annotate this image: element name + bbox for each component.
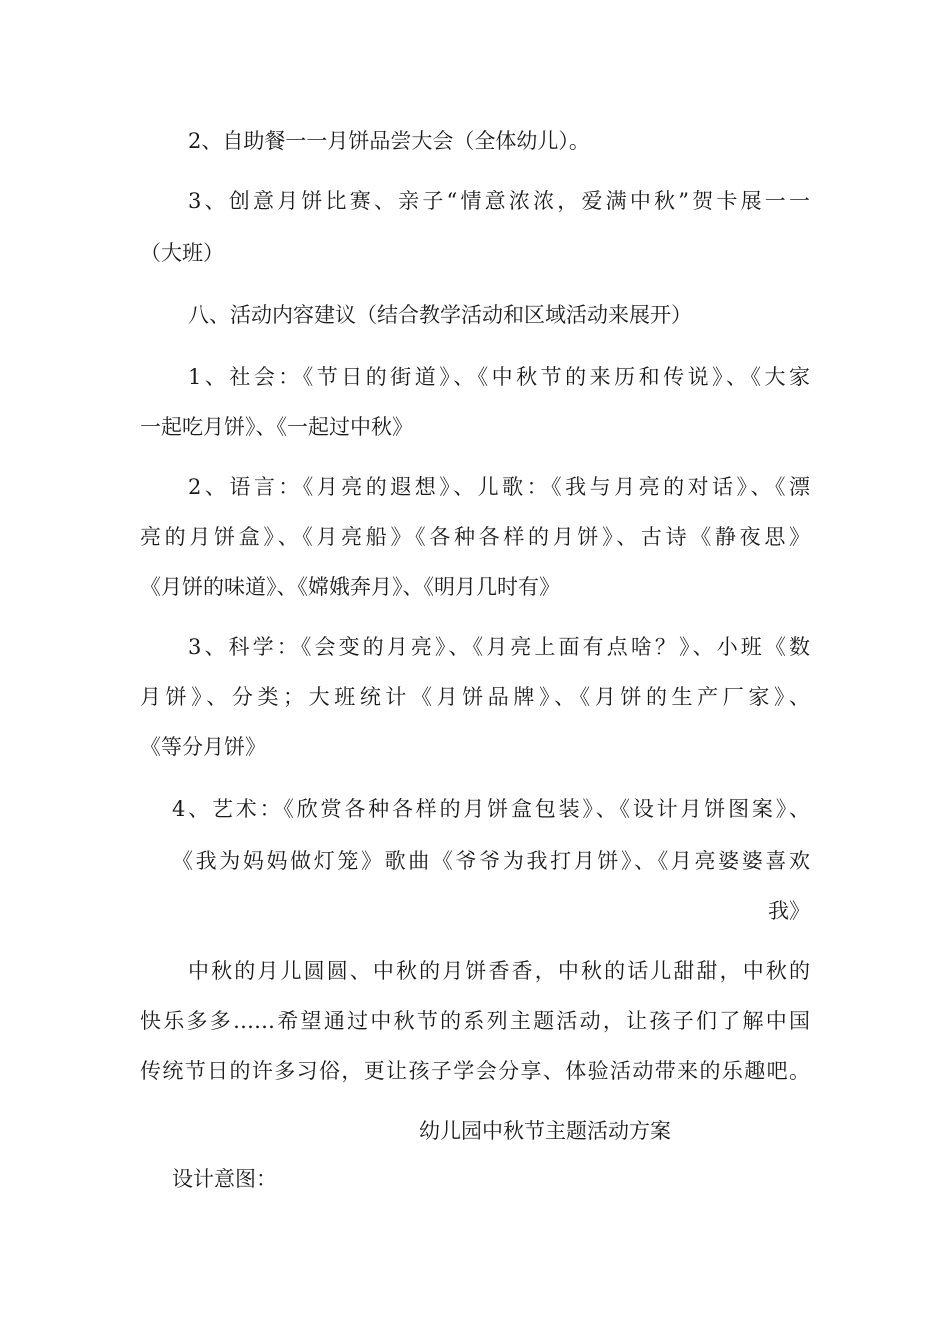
science-item-line-3: 《等分月饼》 bbox=[140, 735, 266, 759]
section-heading-8: 八、活动内容建议（结合教学活动和区域活动来展开） bbox=[188, 303, 692, 327]
paragraph-item-3-line-2: （大班） bbox=[140, 241, 224, 265]
closing-paragraph-line-3: 传统节日的许多习俗，更让孩子学会分享、体验活动带来的乐趣吧。 bbox=[140, 1059, 810, 1083]
language-item-line-3: 《月饼的味道》、《嫦娥奔月》、《明月几时有》 bbox=[140, 575, 560, 599]
design-intent-heading: 设计意图： bbox=[172, 1167, 277, 1191]
language-item-line-1: 2、语言：《月亮的遐想》、儿歌：《我与月亮的对话》、《漂 bbox=[188, 475, 810, 499]
social-item-line-1: 1、社会：《节日的街道》、《中秋节的来历和传说》、《大家 bbox=[188, 365, 810, 389]
document-title: 幼儿园中秋节主题活动方案 bbox=[419, 1119, 671, 1143]
art-item-line-2: 《我为妈妈做灯笼》歌曲《爷爷为我打月饼》、《月亮婆婆喜欢 bbox=[172, 849, 810, 873]
paragraph-item-2: 2、自助餐一一月饼品尝大会（全体幼儿）。 bbox=[188, 129, 590, 153]
science-item-line-2: 月饼》、分类；大班统计《月饼品牌》、《月饼的生产厂家》、 bbox=[140, 685, 810, 709]
art-item-line-3: 我》 bbox=[768, 899, 810, 923]
paragraph-item-3-line-1: 3、创意月饼比赛、亲子“情意浓浓，爱满中秋”贺卡展一一 bbox=[188, 189, 810, 213]
language-item-line-2: 亮的月饼盒》、《月亮船》《各种各样的月饼》、古诗《静夜思》 bbox=[140, 525, 810, 549]
social-item-line-2: 一起吃月饼》、《一起过中秋》 bbox=[140, 415, 413, 439]
science-item-line-1: 3、科学：《会变的月亮》、《月亮上面有点啥？》、小班《数 bbox=[188, 635, 810, 659]
closing-paragraph-line-2: 快乐多多……希望通过中秋节的系列主题活动，让孩子们了解中国 bbox=[140, 1009, 810, 1033]
closing-paragraph-line-1: 中秋的月儿圆圆、中秋的月饼香香，中秋的话儿甜甜，中秋的 bbox=[188, 959, 810, 983]
art-item-line-1: 4、艺术：《欣赏各种各样的月饼盒包装》、《设计月饼图案》、 bbox=[172, 797, 810, 821]
